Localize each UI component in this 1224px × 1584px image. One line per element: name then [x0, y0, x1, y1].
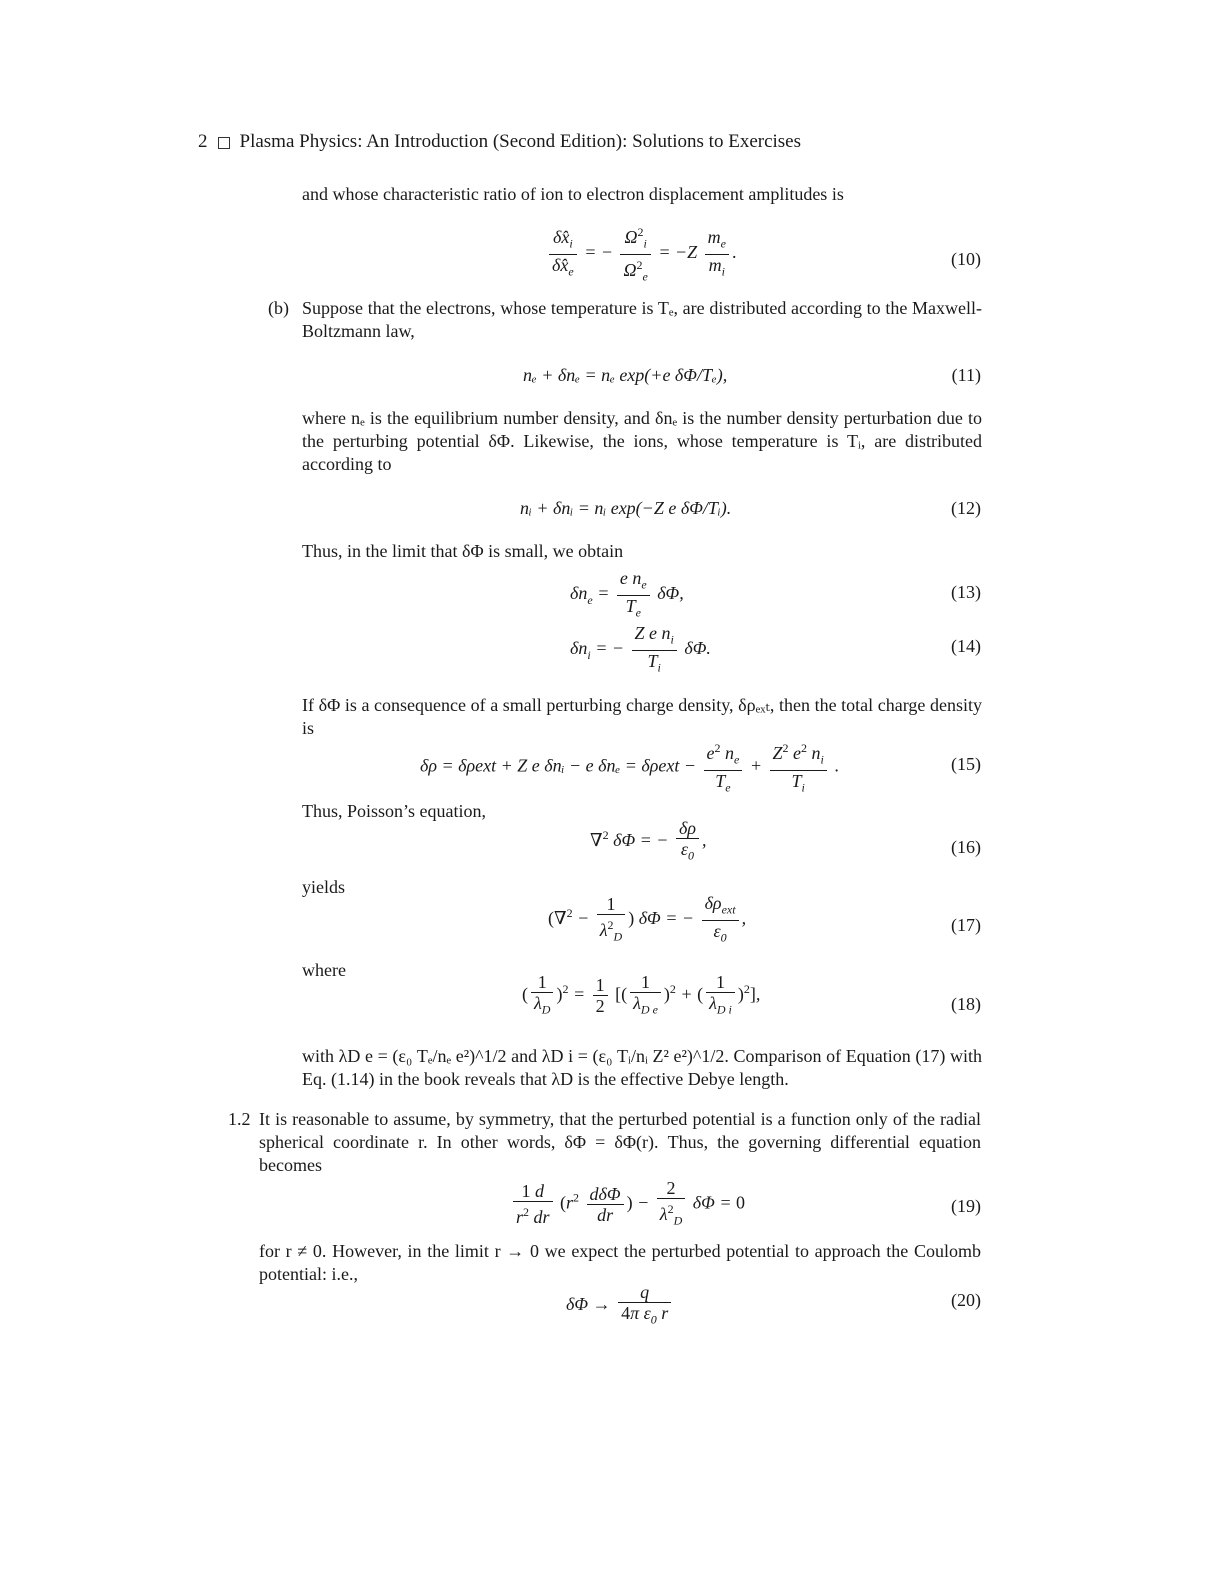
eq-number-14: (14) [951, 636, 981, 656]
label-yields: yields [302, 877, 345, 897]
paragraph-poisson: Thus, Poisson’s equation, [302, 801, 487, 821]
equation-11: nₑ + δnₑ = nₑ exp(+e δΦ/Tₑ), [523, 365, 728, 385]
equation-10: $\frac{\delta x̂_i}{\delta x̂_e}$ = − $\frac{\Omega^2_i}{\Omega^2_e}$ = −Z $\frac{m_e}{m_i}$ . [546, 222, 736, 286]
part-b-text: Suppose that the electrons, whose temperature is Tₑ, are distributed according to the Maxwell-Boltzmann law, [302, 298, 982, 341]
square-icon [218, 137, 230, 149]
eq-number-20: (20) [951, 1290, 981, 1310]
equation-13: $\delta n_e$ = $\frac{e n_e}{T_e}$ δΦ, [570, 568, 684, 620]
equation-14: $\delta n_i$ = − $\frac{Z e n_i}{T_i}$ δΦ. [570, 623, 711, 675]
page-number: 2 [198, 131, 208, 152]
section-number: 1.2 [228, 1109, 251, 1129]
eq-number-10: (10) [951, 249, 981, 269]
eq-number-17: (17) [951, 915, 981, 935]
eq-number-18: (18) [951, 994, 981, 1014]
paragraph-number-density: where nₑ is the equilibrium number density, and δnₑ is the number density perturbation due to the perturbing potential δΦ. Likewise, the ions, whose temperature is Tᵢ, are distributed according to [302, 408, 982, 474]
eq-number-13: (13) [951, 582, 981, 602]
section-1-2-text: It is reasonable to assume, by symmetry, that the perturbed potential is a function only of the radial spherical coordinate r. In other words, δΦ = δΦ(r). Thus, the governing differential equation becomes [259, 1109, 981, 1175]
eq-number-11: (11) [951, 365, 981, 385]
eq-number-19: (19) [951, 1196, 981, 1216]
paragraph-debye-length: with λD e = (ε₀ Tₑ/nₑ e²)^1/2 and λD i = (ε₀ Tᵢ/nᵢ Z² e²)^1/2. Comparison of Equation (17) with Eq. (1.14) in the book reveals that λD is the effective Debye length. [302, 1046, 982, 1089]
equation-19: $\frac{1 d}{r^2 dr}$ ($r^2$ $\frac{\text{dδΦ}}{dr}$ ) − $\frac{2}{\lambda^2_D}$ δΦ = 0 [510, 1178, 745, 1231]
equation-20: δΦ → $\frac{q}{4\pi \varepsilon_0 r}$ [566, 1282, 674, 1330]
paragraph-small-limit: Thus, in the limit that δΦ is small, we obtain [302, 541, 624, 561]
eq-number-12: (12) [951, 498, 981, 518]
paragraph-charge-density: If δΦ is a consequence of a small perturbing charge density, δρₑₓₜ, then the total charge density is [302, 695, 982, 738]
part-b-label: (b) [268, 298, 289, 318]
running-header [198, 130, 801, 153]
equation-12: nᵢ + δnᵢ = nᵢ exp(−Z e δΦ/Tᵢ). [520, 498, 732, 518]
equation-15: δρ = δρext + Z e δnᵢ − e δnₑ = δρext − $\frac{e^2 n_e}{T_e}$ + $\frac{Z^2 e^2 n_i}{T_i}$ . [420, 738, 839, 797]
label-where: where [302, 960, 346, 980]
eq-number-16: (16) [951, 837, 981, 857]
intro-line: and whose characteristic ratio of ion to electron displacement amplitudes is [302, 184, 844, 204]
eq-number-15: (15) [951, 754, 981, 774]
equation-16: ∇$^2$ δΦ = − $\frac{\delta\rho}{\varepsilon_0}$ , [590, 818, 707, 863]
header-title: Plasma Physics: An Introduction (Second Edition): Solutions to Exercises [239, 131, 802, 152]
equation-18: ( $\frac{1}{\lambda_D}$ )$^2$ = $\frac{1}{2}$ [( $\frac{1}{\lambda_{D e}}$ )$^2$ + ( $\frac{1}{\lambda_{D i}}$ )$^2$], [522, 972, 761, 1017]
paragraph-coulomb: for r ≠ 0. However, in the limit r → 0 we expect the perturbed potential to approach the Coulomb potential: i.e., [259, 1241, 981, 1284]
eq15-lhs: δρ = δρext + Z e δnᵢ − e δnₑ = δρext − [420, 755, 697, 776]
equation-17: (∇$^2$ − $\frac{1}{\lambda^2_D}$ ) δΦ = − $\frac{\delta\rho_{ext}}{\varepsilon_0}$ , [548, 893, 747, 945]
